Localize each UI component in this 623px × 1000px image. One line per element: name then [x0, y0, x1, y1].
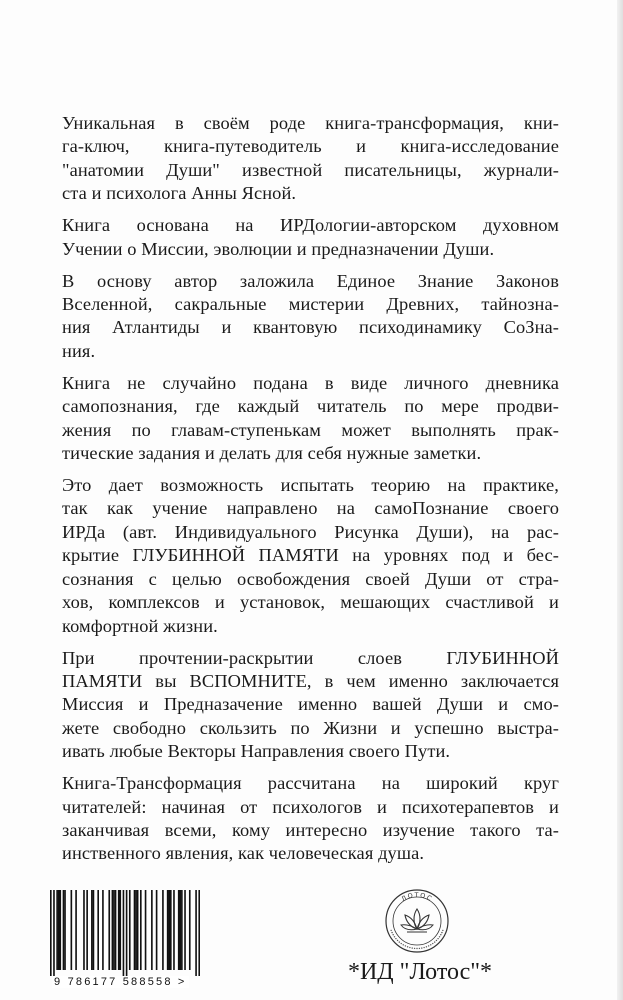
paragraph: [62, 647, 559, 764]
logo-ring-dot: [392, 934, 393, 935]
logo-ring-text: ЛОТОС: [399, 890, 435, 904]
barcode-bar: [93, 890, 95, 970]
logo-ring-dot: [405, 945, 406, 946]
text-line: крытие ГЛУБИННОЙ ПАМЯТИ на уровнях под и бес-: [62, 545, 559, 566]
logo-ring-dot: [428, 945, 429, 946]
logo-ring-dot: [434, 941, 435, 942]
text-line: жения по главам-ступенькам может выполнять прак-: [62, 419, 559, 440]
text-line: комфортной жизни.: [62, 615, 218, 636]
barcode-bar: [58, 890, 60, 970]
text-line: "анатомии Души" известной писательницы, журнали-: [62, 159, 559, 180]
text-line: Вселенной, сакральные мистерии Древних, тайнозна-: [62, 294, 559, 315]
barcode-bar: [63, 890, 65, 970]
text-line: ПАМЯТИ вы ВСПОМНИТЕ, в чем именно заключается: [62, 670, 559, 691]
barcode-bar: [83, 890, 85, 970]
annotation-text: [62, 112, 559, 874]
barcode-bar: [129, 890, 131, 970]
barcode-bar: [137, 890, 139, 970]
barcode-bar: [56, 890, 58, 970]
text-line: хов, комплексов и установок, мешающих счастливой и: [62, 592, 559, 613]
text-line: ния Атлантиды и квантовую психодинамику СоЗна-: [62, 317, 559, 338]
barcode-bar: [198, 890, 200, 976]
paragraph: [62, 270, 559, 364]
logo-ring-dot: [441, 932, 442, 933]
logo-ring-dot: [432, 943, 433, 944]
logo-ring-dot: [436, 940, 437, 941]
text-line: жете свободно скользить по Жизни и успешно выстра-: [62, 717, 559, 738]
barcode-bar: [97, 890, 99, 970]
logo-ring-dot: [430, 944, 431, 945]
barcode-bar: [181, 890, 183, 970]
lotus-icon: [383, 887, 451, 955]
text-line: Учении о Миссии, эволюции и предназначении Души.: [62, 238, 495, 259]
barcode-bar: [123, 890, 125, 976]
isbn-barcode: [50, 890, 200, 990]
logo-ring-dot: [437, 938, 438, 939]
barcode-bar: [195, 890, 197, 976]
logo-ring-dot: [407, 946, 408, 947]
barcode-bar: [167, 890, 169, 970]
text-line: инственного явления, как человеческая душа.: [62, 843, 425, 864]
text-line: ния.: [62, 340, 96, 361]
publisher-logo: [383, 887, 451, 955]
barcode-bar: [168, 890, 170, 970]
barcode-bar: [53, 890, 55, 976]
barcode-bar: [156, 890, 158, 970]
barcode-bar: [86, 890, 88, 970]
text-line: В основу автор заложила Единое Знание Законов: [62, 270, 559, 291]
text-line: ивать любые Векторы Направления своего Пути.: [62, 741, 451, 762]
logo-ring-dot: [414, 948, 415, 949]
logo-ring-dot: [440, 934, 441, 935]
barcode-bar: [170, 890, 172, 970]
barcode-bar: [115, 890, 117, 970]
paragraph: [62, 214, 559, 261]
barcode-bar: [64, 890, 66, 970]
barcode-bar: [151, 890, 153, 970]
cover-edge: [617, 0, 623, 1000]
logo-ring-dot: [423, 947, 424, 948]
barcode-bar: [134, 890, 136, 970]
isbn-digits: 9 786177 588558 >: [54, 976, 187, 988]
paragraph: [62, 772, 559, 866]
barcode-bar: [113, 890, 115, 970]
text-line: заканчивая всеми, кому интересно изучение такого та-: [62, 819, 559, 840]
logo-ring-dot: [397, 940, 398, 941]
text-line: Это дает возможность испытать теорию на практике,: [62, 475, 559, 496]
barcode-bars: [50, 890, 200, 976]
barcode-bar: [119, 890, 121, 970]
barcode-bar: [71, 890, 73, 970]
logo-ring-dot: [416, 948, 417, 949]
text-line: так как учение направлено на самоПознание своего: [62, 498, 559, 519]
barcode-bar: [59, 890, 61, 970]
barcode-bar: [189, 890, 191, 970]
barcode-bar: [112, 890, 114, 970]
text-line: ИРДа (авт. Индивидуального Рисунка Души), на рас-: [62, 521, 559, 542]
logo-ring-dot: [421, 947, 422, 948]
barcode-bar: [118, 890, 120, 970]
text-line: Книга основана на ИРДологии-авторском духовном: [62, 215, 559, 236]
logo-ring-dot: [403, 944, 404, 945]
logo-ring-dot: [419, 948, 420, 949]
text-line: га-ключ, книга-путеводитель и книга-исследование: [62, 136, 559, 157]
logo-ring-dot: [399, 941, 400, 942]
logo-ring-dot: [401, 943, 402, 944]
barcode-bar: [162, 890, 164, 970]
barcode-bar: [75, 890, 77, 970]
barcode-bar: [145, 890, 147, 970]
barcode-bar: [108, 890, 110, 970]
barcode-bar: [178, 890, 180, 970]
text-line: Книга-Трансформация рассчитана на широкий круг: [62, 773, 559, 794]
publisher-name: *ИД "Лотос"*: [347, 959, 493, 985]
barcode-bar: [102, 890, 104, 970]
text-line: Миссия и Предназачение именно вашей Души и смо-: [62, 694, 559, 715]
text-line: Уникальная в своём роде книга-трансформация, кни-: [62, 113, 559, 133]
text-line: При прочтении-раскрытии слоев ГЛУБИННОЙ: [62, 647, 559, 668]
text-line: читателей: начиная от психологов и психотерапевтов и: [62, 796, 559, 817]
barcode-bar: [140, 890, 142, 970]
barcode-bar: [135, 890, 137, 970]
logo-ring-dot: [390, 930, 391, 931]
barcode-bar: [50, 890, 52, 976]
paragraph: [62, 474, 559, 638]
logo-ring-dot: [426, 946, 427, 947]
text-line: Книга не случайно подана в виде личного дневника: [62, 372, 559, 393]
barcode-bar: [173, 890, 175, 970]
text-line: сознания с целью освобождения своей Души от стра-: [62, 568, 559, 589]
logo-ring-dot: [391, 932, 392, 933]
logo-ring-dot: [439, 936, 440, 937]
logo-ring-dot: [442, 930, 443, 931]
barcode-bar: [91, 890, 93, 970]
paragraph: [62, 372, 559, 466]
barcode-bar: [184, 890, 186, 970]
text-line: тические задания и делать для себя нужные заметки.: [62, 443, 482, 464]
text-line: самопознания, где каждый читатель по мере продви-: [62, 396, 559, 417]
logo-ring-dot: [409, 947, 410, 948]
logo-ring-dot: [395, 938, 396, 939]
logo-ring-dot: [394, 936, 395, 937]
barcode-bar: [179, 890, 181, 970]
paragraph: [62, 112, 559, 206]
text-line: ста и психолога Анны Ясной.: [62, 183, 297, 204]
barcode-bar: [126, 890, 128, 976]
logo-ring-dot: [412, 947, 413, 948]
